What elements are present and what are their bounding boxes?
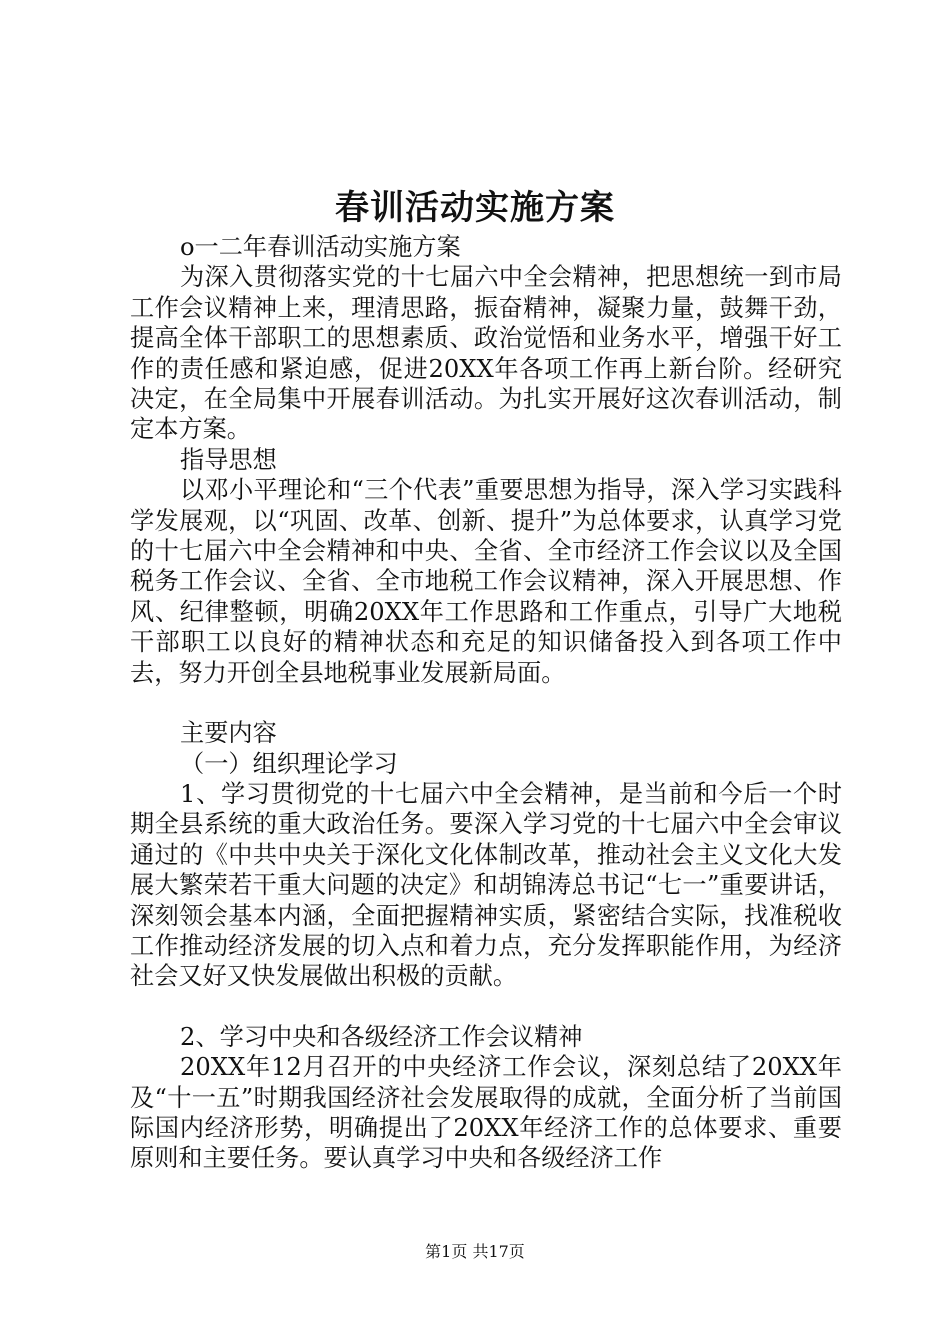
intro-paragraph: 为深入贯彻落实党的十七届六中全会精神，把思想统一到市局工作会议精神上来，理清思路，振奋精神，凝聚力量，鼓舞干劲，提高全体干部职工的思想素质、政治觉悟和业务水平，增强干好工作的责任感和紧迫感，促进20XX年各项工作再上新台阶。经研究决定，在全局集中开展春训活动。为扎实开展好这次春训活动，制定本方案。 — [130, 263, 842, 444]
guiding-heading: 指导思想 — [180, 445, 277, 474]
document-title: 春训活动实施方案 — [335, 188, 615, 228]
item-2-heading: 2、学习中央和各级经济工作会议精神 — [180, 1022, 583, 1051]
item-2-paragraph: 20XX年12月召开的中央经济工作会议，深刻总结了20XX年及“十一五”时期我国经济社会发展取得的成就，全面分析了当前国际国内经济形势，明确提出了20XX年经济工作的总体要求、重要原则和主要任务。要认真学习中央和各级经济工作 — [130, 1053, 842, 1173]
main-content-heading: 主要内容 — [180, 719, 277, 748]
item-1-paragraph: 1、学习贯彻党的十七届六中全会精神，是当前和今后一个时期全县系统的重大政治任务。要深入学习党的十七届六中全会审议通过的《中共中央关于深化文化体制改革，推动社会主义文化大发展大繁荣若干重大问题的决定》和胡锦涛总书记“七一”重要讲话，深刻领会基本内涵，全面把握精神实质，紧密结合实际，找准税收工作推动经济发展的切入点和着力点，充分发挥职能作用，为经济社会又好又快发展做出积极的贡献。 — [130, 779, 842, 991]
document-body — [130, 232, 842, 1174]
section-1-heading: （一）组织理论学习 — [180, 749, 398, 778]
guiding-paragraph: 以邓小平理论和“三个代表”重要思想为指导，深入学习实践科学发展观，以“巩固、改革、创新、提升”为总体要求，认真学习党的十七届六中全会精神和中央、全省、全市经济工作会议以及全国税务工作会议、全省、全市地税工作会议精神，深入开展思想、作风、纪律整顿，明确20XX年工作思路和工作重点，引导广大地税干部职工以良好的精神状态和充足的知识储备投入到各项工作中去，努力开创全县地税事业发展新局面。 — [130, 476, 842, 687]
document-subtitle: o一二年春训活动实施方案 — [180, 233, 461, 261]
page-indicator: 第1页 共17页 — [425, 1242, 525, 1261]
